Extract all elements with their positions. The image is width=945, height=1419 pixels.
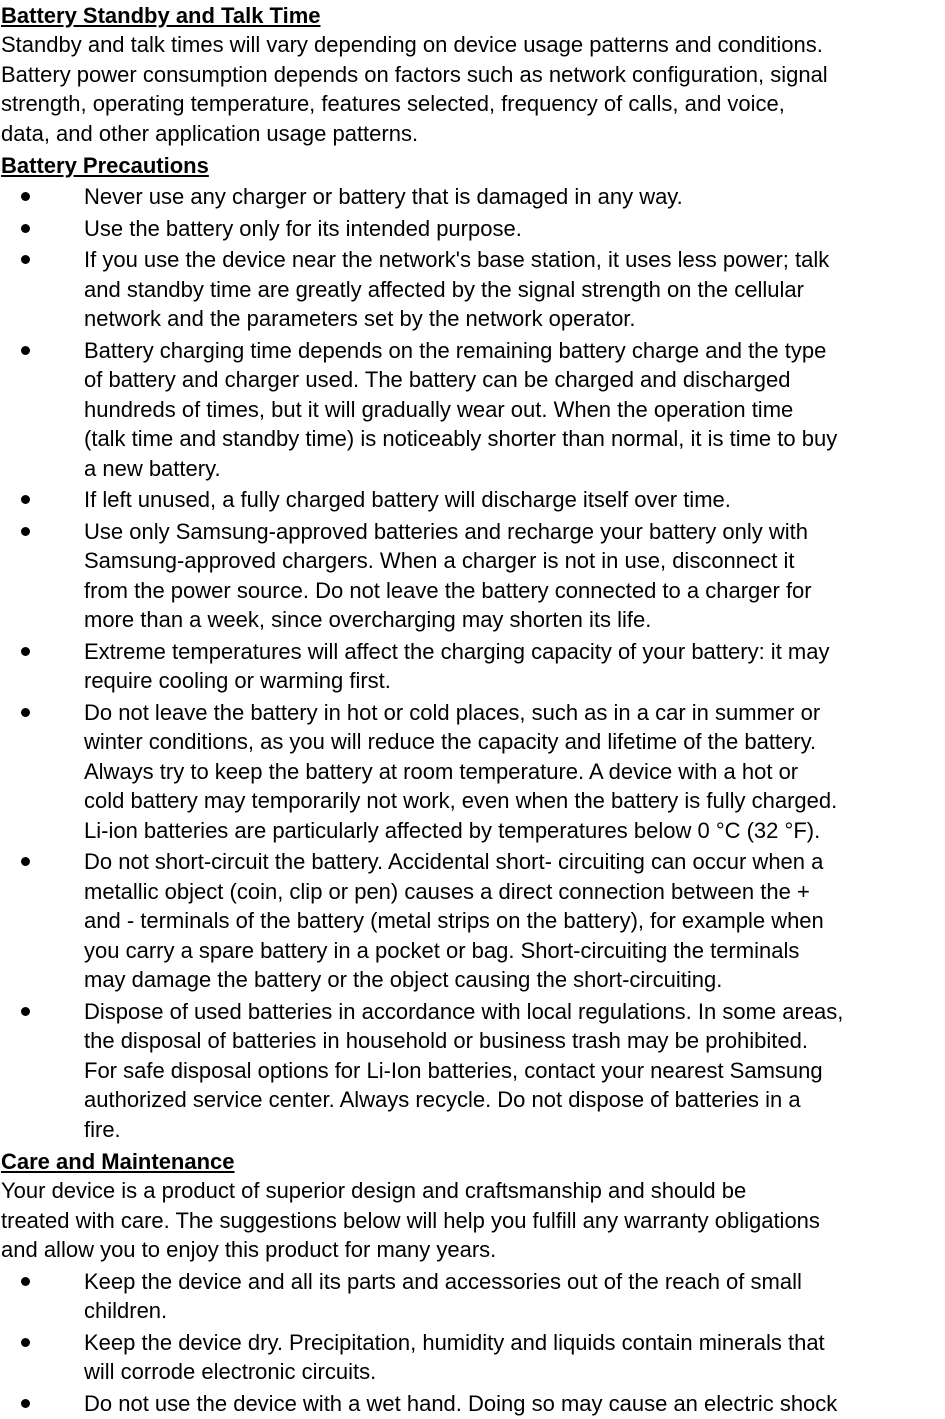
bullet-icon [21,1338,30,1347]
document-page [1,0,945,1418]
bullet-item [1,182,945,212]
bullet-item [1,517,945,635]
text-line: Your device is a product of superior design and craftsmanship and should be [1,1178,747,1203]
bullet-item [1,1328,945,1387]
bullet-icon [21,1007,30,1016]
text-line: Keep the device dry. Precipitation, humidity and liquids contain minerals that [84,1329,825,1355]
text-line: more than a week, since overcharging may shorten its life. [84,607,652,632]
text-line: Dispose of used batteries in accordance with local regulations. In some areas, [84,998,844,1024]
text-line: treated with care. The suggestions below will help you fulfill any warranty obligations [1,1207,820,1233]
text-line: children. [84,1298,168,1323]
bullet-item [1,1267,945,1326]
text-line: of battery and charger used. The battery can be charged and discharged [84,367,791,392]
text-line: Do not leave the battery in hot or cold places, such as in a car in summer or [84,699,821,725]
bullet-icon [21,647,30,656]
paragraph [1,30,945,148]
text-line: authorized service center. Always recycle. Do not dispose of batteries in a [84,1087,801,1112]
text-line: Keep the device and all its parts and accessories out of the reach of small [84,1268,802,1294]
text-line: will corrode electronic circuits. [84,1359,377,1384]
text-line: data, and other application usage patterns. [1,120,419,146]
bullet-item [1,997,945,1145]
text-line: Samsung-approved chargers. When a charger is not in use, disconnect it [84,548,795,573]
text-line: Always try to keep the battery at room temperature. A device with a hot or [84,758,799,784]
text-line: metallic object (coin, clip or pen) causes a direct connection between the + [84,878,810,904]
text-line: Never use any charger or battery that is damaged in any way. [84,184,683,209]
text-line: network and the parameters set by the network operator. [84,306,636,331]
text-line: the disposal of batteries in household or business trash may be prohibited. [84,1028,808,1053]
text-line: cold battery may temporarily not work, even when the battery is fully charged. [84,788,838,813]
text-line: winter conditions, as you will reduce the capacity and lifetime of the battery. [84,729,817,754]
bullet-icon [21,224,30,233]
text-line: Use only Samsung-approved batteries and recharge your battery only with [84,518,808,544]
section-heading: Care and Maintenance [1,1149,235,1174]
bullet-item [1,485,945,515]
text-line: If you use the device near the network's base station, it uses less power; talk [84,247,830,272]
bullet-icon [21,495,30,504]
bullet-item [1,847,945,995]
bullet-item [1,1389,945,1419]
section-heading: Battery Standby and Talk Time [1,3,321,28]
section [1,1147,945,1418]
text-line: you carry a spare battery in a pocket or bag. Short-circuiting the terminals [84,937,800,963]
text-line: Standby and talk times will vary depending on device usage patterns and conditions. [1,32,823,57]
text-line: (talk time and standby time) is noticeably shorter than normal, it is time to buy [84,426,838,451]
text-line: Use the battery only for its intended purpose. [84,215,522,241]
text-line: from the power source. Do not leave the battery connected to a charger for [84,577,812,603]
text-line: a new battery. [84,455,221,481]
bullet-item [1,336,945,484]
section-heading: Battery Precautions [1,153,209,178]
text-line: Do not short-circuit the battery. Accidental short- circuiting can occur when a [84,849,824,874]
text-line: require cooling or warming first. [84,668,391,693]
bullet-icon [21,527,30,536]
bullet-icon [21,1399,30,1408]
bullet-icon [21,255,30,264]
bullet-icon [21,346,30,355]
text-line: Extreme temperatures will affect the charging capacity of your battery: it may [84,638,830,664]
text-line: and standby time are greatly affected by the signal strength on the cellular [84,276,804,302]
bullet-icon [21,192,30,201]
text-line: strength, operating temperature, features selected, frequency of calls, and voice, [1,91,785,116]
bullet-item [1,245,945,334]
text-line: may damage the battery or the object causing the short-circuiting. [84,967,723,992]
bullet-item [1,214,945,244]
paragraph [1,1176,945,1265]
text-line: hundreds of times, but it will gradually wear out. When the operation time [84,396,794,422]
section [1,151,945,1144]
bullet-item [1,637,945,696]
section [1,1,945,148]
bullet-icon [21,708,30,717]
bullet-item [1,698,945,846]
text-line: and allow you to enjoy this product for many years. [1,1237,497,1262]
text-line: If left unused, a fully charged battery will discharge itself over time. [84,487,731,512]
bullet-icon [21,1277,30,1286]
text-line: fire. [84,1116,121,1142]
text-line: Battery charging time depends on the remaining battery charge and the type [84,337,827,363]
text-line: For safe disposal options for Li-Ion batteries, contact your nearest Samsung [84,1057,823,1083]
text-line: Li-ion batteries are particularly affected by temperatures below 0 °C (32 °F). [84,817,821,843]
text-line: Battery power consumption depends on factors such as network configuration, signal [1,61,828,87]
text-line: and - terminals of the battery (metal strips on the battery), for example when [84,908,824,933]
bullet-icon [21,857,30,866]
text-line: Do not use the device with a wet hand. Doing so may cause an electric shock [84,1390,838,1416]
